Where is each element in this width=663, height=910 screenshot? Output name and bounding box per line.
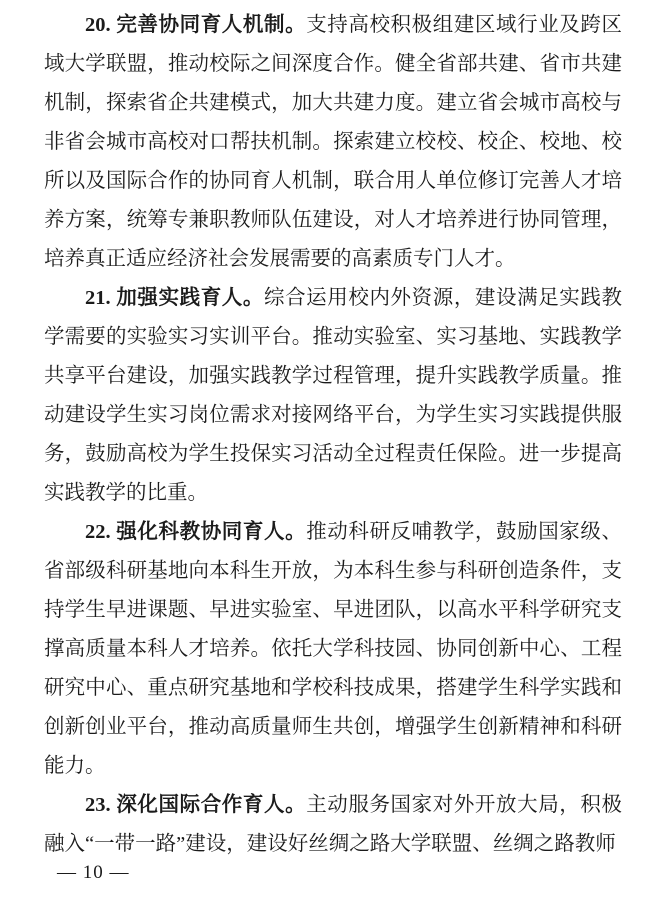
paragraph-22 xyxy=(44,513,622,786)
paragraph-21 xyxy=(44,279,622,513)
paragraph-22-number: 22. xyxy=(85,521,111,543)
paragraph-22-heading: 强化科教协同育人。 xyxy=(116,521,307,543)
paragraph-20-heading: 完善协同育人机制。 xyxy=(116,14,307,36)
paragraph-23-text: 主动服务国家对外开放大局，积极融入“一带一路”建设，建设好丝绸之路大学联盟、丝绸之路教师 xyxy=(44,794,622,855)
paragraph-21-heading: 加强实践育人。 xyxy=(116,287,264,309)
paragraph-20-number: 20. xyxy=(85,14,111,36)
paragraph-23 xyxy=(44,786,622,864)
page-number: — 10 — xyxy=(57,862,130,883)
paragraph-23-number: 23. xyxy=(85,794,111,816)
paragraph-21-text: 综合运用校内外资源，建设满足实践教学需要的实验实习实训平台。推动实验室、实习基地、实践教学共享平台建设，加强实践教学过程管理，提升实践教学质量。推动建设学生实习岗位需求对接网络平台，为学生实习实践提供服务，鼓励高校为学生投保实习活动全过程责任保险。进一步提高实践教学的比重。 xyxy=(44,287,622,504)
paragraph-20-text: 支持高校积极组建区域行业及跨区域大学联盟，推动校际之间深度合作。健全省部共建、省市共建机制，探索省企共建模式，加大共建力度。建立省会城市高校与非省会城市高校对口帮扶机制。探索建立校校、校企、校地、校所以及国际合作的协同育人机制，联合用人单位修订完善人才培养方案，统筹专兼职教师队伍建设，对人才培养进行协同管理，培养真正适应经济社会发展需要的高素质专门人才。 xyxy=(44,14,622,270)
paragraph-22-text: 推动科研反哺教学，鼓励国家级、省部级科研基地向本科生开放，为本科生参与科研创造条件，支持学生早进课题、早进实验室、早进团队，以高水平科学研究支撑高质量本科人才培养。依托大学科技园、协同创新中心、工程研究中心、重点研究基地和学校科技成果，搭建学生科学实践和创新创业平台，推动高质量师生共创，增强学生创新精神和科研能力。 xyxy=(44,521,622,777)
paragraph-23-heading: 深化国际合作育人。 xyxy=(116,794,307,816)
document-body xyxy=(44,6,622,864)
paragraph-20 xyxy=(44,6,622,279)
paragraph-21-number: 21. xyxy=(85,287,111,309)
